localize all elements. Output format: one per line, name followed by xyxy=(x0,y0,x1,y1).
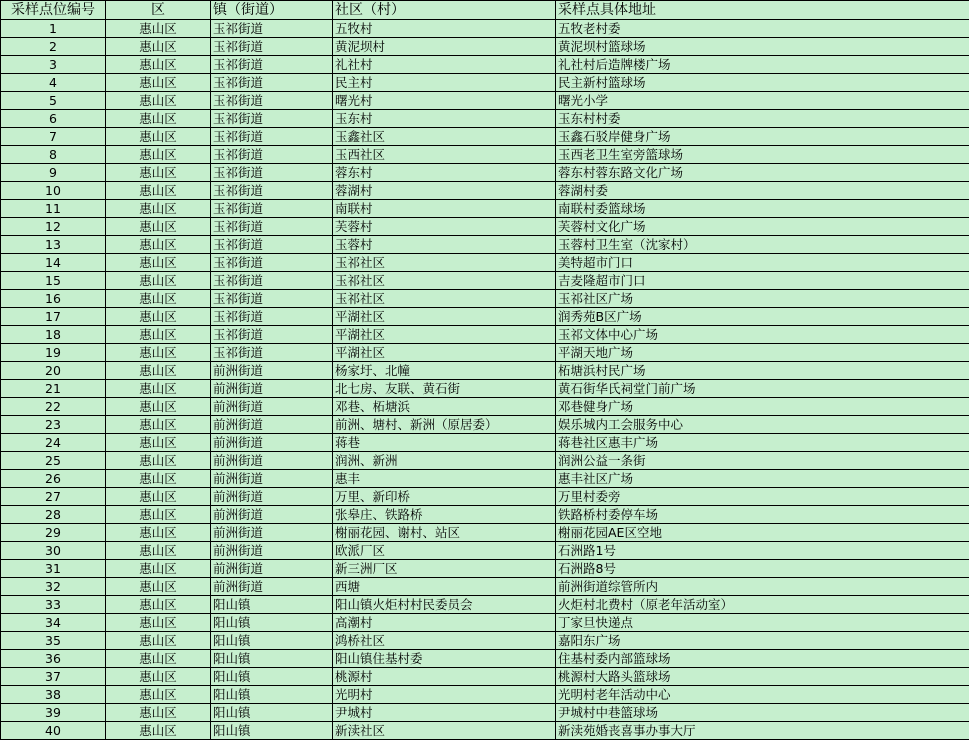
community-cell[interactable]: 阳山镇住基村委 xyxy=(333,650,556,668)
address-cell[interactable]: 光明村老年活动中心 xyxy=(556,686,969,704)
table-row xyxy=(1,38,969,56)
community-cell[interactable]: 鸿桥社区 xyxy=(333,632,556,650)
town-cell[interactable]: 前洲街道 xyxy=(211,362,333,380)
town-cell[interactable]: 玉祁街道 xyxy=(211,236,333,254)
address-cell[interactable]: 蒋巷社区惠丰广场 xyxy=(556,434,969,452)
town-cell[interactable]: 玉祁街道 xyxy=(211,218,333,236)
community-cell[interactable]: 张皋庄、铁路桥 xyxy=(333,506,556,524)
community-cell[interactable]: 新三洲厂区 xyxy=(333,560,556,578)
table-row xyxy=(1,668,969,686)
community-cell[interactable]: 阳山镇火炬村村民委员会 xyxy=(333,596,556,614)
address-cell[interactable]: 礼社村后造牌楼广场 xyxy=(556,56,969,74)
address-cell[interactable]: 住基村委内部篮球场 xyxy=(556,650,969,668)
header-sample-id[interactable]: 采样点位编号 xyxy=(1,1,106,20)
sample-id-cell[interactable]: 34 xyxy=(1,614,106,632)
table-row xyxy=(1,326,969,344)
town-cell[interactable]: 前洲街道 xyxy=(211,488,333,506)
sample-id-cell[interactable]: 28 xyxy=(1,506,106,524)
district-cell[interactable]: 惠山区 xyxy=(106,578,211,596)
table-row xyxy=(1,596,969,614)
table-row xyxy=(1,110,969,128)
community-cell[interactable]: 曙光村 xyxy=(333,92,556,110)
town-cell[interactable]: 前洲街道 xyxy=(211,524,333,542)
address-cell[interactable]: 桃源村大路头篮球场 xyxy=(556,668,969,686)
sample-id-cell[interactable]: 24 xyxy=(1,434,106,452)
community-cell[interactable]: 惠丰 xyxy=(333,470,556,488)
address-cell[interactable]: 美特超市门口 xyxy=(556,254,969,272)
district-cell[interactable]: 惠山区 xyxy=(106,434,211,452)
table-row xyxy=(1,578,969,596)
address-cell[interactable]: 润秀苑B区广场 xyxy=(556,308,969,326)
address-cell[interactable]: 万里村委旁 xyxy=(556,488,969,506)
district-cell[interactable]: 惠山区 xyxy=(106,56,211,74)
community-cell[interactable]: 光明村 xyxy=(333,686,556,704)
district-cell[interactable]: 惠山区 xyxy=(106,470,211,488)
town-cell[interactable]: 玉祁街道 xyxy=(211,128,333,146)
town-cell[interactable]: 阳山镇 xyxy=(211,614,333,632)
table-body xyxy=(1,20,969,740)
address-cell[interactable]: 邓巷健身广场 xyxy=(556,398,969,416)
community-cell[interactable]: 玉祁社区 xyxy=(333,254,556,272)
address-cell[interactable]: 平湖天地广场 xyxy=(556,344,969,362)
community-cell[interactable]: 蒋巷 xyxy=(333,434,556,452)
address-cell[interactable]: 蓉湖村委 xyxy=(556,182,969,200)
address-cell[interactable]: 丁家旦快递点 xyxy=(556,614,969,632)
community-cell[interactable]: 五牧村 xyxy=(333,20,556,38)
sample-id-cell[interactable]: 14 xyxy=(1,254,106,272)
sample-id-cell[interactable]: 18 xyxy=(1,326,106,344)
community-cell[interactable]: 西塘 xyxy=(333,578,556,596)
town-cell[interactable]: 玉祁街道 xyxy=(211,290,333,308)
address-cell[interactable]: 玉鑫石驳岸健身广场 xyxy=(556,128,969,146)
community-cell[interactable]: 玉蓉村 xyxy=(333,236,556,254)
sample-id-cell[interactable]: 8 xyxy=(1,146,106,164)
town-cell[interactable]: 前洲街道 xyxy=(211,506,333,524)
sample-id-cell[interactable]: 7 xyxy=(1,128,106,146)
district-cell[interactable]: 惠山区 xyxy=(106,344,211,362)
table-row xyxy=(1,704,969,722)
address-cell[interactable]: 惠丰社区广场 xyxy=(556,470,969,488)
header-town[interactable]: 镇（街道） xyxy=(211,1,333,20)
district-cell[interactable]: 惠山区 xyxy=(106,92,211,110)
district-cell[interactable]: 惠山区 xyxy=(106,326,211,344)
sample-id-cell[interactable]: 11 xyxy=(1,200,106,218)
town-cell[interactable]: 玉祁街道 xyxy=(211,182,333,200)
community-cell[interactable]: 蓉东村 xyxy=(333,164,556,182)
header-district[interactable]: 区 xyxy=(106,1,211,20)
address-cell[interactable]: 嘉阳东广场 xyxy=(556,632,969,650)
town-cell[interactable]: 阳山镇 xyxy=(211,668,333,686)
address-cell[interactable]: 石洲路8号 xyxy=(556,560,969,578)
community-cell[interactable]: 礼社村 xyxy=(333,56,556,74)
table-row xyxy=(1,146,969,164)
district-cell[interactable]: 惠山区 xyxy=(106,362,211,380)
sample-id-cell[interactable]: 16 xyxy=(1,290,106,308)
district-cell[interactable]: 惠山区 xyxy=(106,236,211,254)
community-cell[interactable]: 蓉湖村 xyxy=(333,182,556,200)
district-cell[interactable]: 惠山区 xyxy=(106,164,211,182)
address-cell[interactable]: 曙光小学 xyxy=(556,92,969,110)
community-cell[interactable]: 玉祁社区 xyxy=(333,290,556,308)
community-cell[interactable]: 邓巷、柘塘浜 xyxy=(333,398,556,416)
address-cell[interactable]: 铁路桥村委停车场 xyxy=(556,506,969,524)
district-cell[interactable]: 惠山区 xyxy=(106,128,211,146)
town-cell[interactable]: 玉祁街道 xyxy=(211,272,333,290)
district-cell[interactable]: 惠山区 xyxy=(106,416,211,434)
address-cell[interactable]: 玉东村村委 xyxy=(556,110,969,128)
community-cell[interactable]: 桃源村 xyxy=(333,668,556,686)
sample-id-cell[interactable]: 4 xyxy=(1,74,106,92)
sample-id-cell[interactable]: 15 xyxy=(1,272,106,290)
table-row xyxy=(1,200,969,218)
district-cell[interactable]: 惠山区 xyxy=(106,380,211,398)
town-cell[interactable]: 前洲街道 xyxy=(211,434,333,452)
town-cell[interactable]: 玉祁街道 xyxy=(211,200,333,218)
district-cell[interactable]: 惠山区 xyxy=(106,614,211,632)
address-cell[interactable]: 玉祁社区广场 xyxy=(556,290,969,308)
town-cell[interactable]: 玉祁街道 xyxy=(211,326,333,344)
sample-id-cell[interactable]: 27 xyxy=(1,488,106,506)
town-cell[interactable]: 玉祁街道 xyxy=(211,20,333,38)
header-address[interactable]: 采样点具体地址 xyxy=(556,1,969,20)
table-row xyxy=(1,254,969,272)
table-row xyxy=(1,686,969,704)
district-cell[interactable]: 惠山区 xyxy=(106,650,211,668)
table-row xyxy=(1,560,969,578)
table-row xyxy=(1,722,969,740)
table-row xyxy=(1,56,969,74)
community-cell[interactable]: 平湖社区 xyxy=(333,344,556,362)
sample-id-cell[interactable]: 35 xyxy=(1,632,106,650)
address-cell[interactable]: 蓉东村蓉东路文化广场 xyxy=(556,164,969,182)
table-row xyxy=(1,272,969,290)
sample-id-cell[interactable]: 20 xyxy=(1,362,106,380)
district-cell[interactable]: 惠山区 xyxy=(106,146,211,164)
town-cell[interactable]: 玉祁街道 xyxy=(211,38,333,56)
sample-id-cell[interactable]: 2 xyxy=(1,38,106,56)
district-cell[interactable]: 惠山区 xyxy=(106,200,211,218)
district-cell[interactable]: 惠山区 xyxy=(106,182,211,200)
address-cell[interactable]: 石洲路1号 xyxy=(556,542,969,560)
address-cell[interactable]: 南联村委篮球场 xyxy=(556,200,969,218)
town-cell[interactable]: 阳山镇 xyxy=(211,686,333,704)
district-cell[interactable]: 惠山区 xyxy=(106,722,211,740)
sample-id-cell[interactable]: 17 xyxy=(1,308,106,326)
district-cell[interactable]: 惠山区 xyxy=(106,632,211,650)
town-cell[interactable]: 玉祁街道 xyxy=(211,254,333,272)
town-cell[interactable]: 前洲街道 xyxy=(211,398,333,416)
town-cell[interactable]: 玉祁街道 xyxy=(211,164,333,182)
town-cell[interactable]: 玉祁街道 xyxy=(211,56,333,74)
town-cell[interactable]: 玉祁街道 xyxy=(211,146,333,164)
table-row xyxy=(1,542,969,560)
header-row xyxy=(1,1,969,20)
table-row xyxy=(1,650,969,668)
community-cell[interactable]: 玉东村 xyxy=(333,110,556,128)
sample-id-cell[interactable]: 31 xyxy=(1,560,106,578)
town-cell[interactable]: 玉祁街道 xyxy=(211,344,333,362)
table-row xyxy=(1,218,969,236)
sample-id-cell[interactable]: 32 xyxy=(1,578,106,596)
town-cell[interactable]: 前洲街道 xyxy=(211,542,333,560)
sample-id-cell[interactable]: 30 xyxy=(1,542,106,560)
sample-id-cell[interactable]: 25 xyxy=(1,452,106,470)
sample-id-cell[interactable]: 39 xyxy=(1,704,106,722)
town-cell[interactable]: 阳山镇 xyxy=(211,596,333,614)
sample-id-cell[interactable]: 1 xyxy=(1,20,106,38)
district-cell[interactable]: 惠山区 xyxy=(106,254,211,272)
sample-id-cell[interactable]: 38 xyxy=(1,686,106,704)
sample-id-cell[interactable]: 37 xyxy=(1,668,106,686)
district-cell[interactable]: 惠山区 xyxy=(106,524,211,542)
district-cell[interactable]: 惠山区 xyxy=(106,74,211,92)
table-row xyxy=(1,20,969,38)
sample-id-cell[interactable]: 26 xyxy=(1,470,106,488)
address-cell[interactable]: 前洲街道综管所内 xyxy=(556,578,969,596)
table-row xyxy=(1,398,969,416)
sample-id-cell[interactable]: 3 xyxy=(1,56,106,74)
district-cell[interactable]: 惠山区 xyxy=(106,38,211,56)
address-cell[interactable]: 柘塘浜村民广场 xyxy=(556,362,969,380)
community-cell[interactable]: 民主村 xyxy=(333,74,556,92)
community-cell[interactable]: 黄泥坝村 xyxy=(333,38,556,56)
district-cell[interactable]: 惠山区 xyxy=(106,506,211,524)
community-cell[interactable]: 尹城村 xyxy=(333,704,556,722)
district-cell[interactable]: 惠山区 xyxy=(106,20,211,38)
district-cell[interactable]: 惠山区 xyxy=(106,560,211,578)
district-cell[interactable]: 惠山区 xyxy=(106,686,211,704)
address-cell[interactable]: 润洲公益一条街 xyxy=(556,452,969,470)
community-cell[interactable]: 南联村 xyxy=(333,200,556,218)
community-cell[interactable]: 平湖社区 xyxy=(333,308,556,326)
community-cell[interactable]: 万里、新印桥 xyxy=(333,488,556,506)
community-cell[interactable]: 新渎社区 xyxy=(333,722,556,740)
table-row xyxy=(1,506,969,524)
address-cell[interactable]: 芙蓉村文化广场 xyxy=(556,218,969,236)
address-cell[interactable]: 玉祁文体中心广场 xyxy=(556,326,969,344)
address-cell[interactable]: 玉蓉村卫生室（沈家村） xyxy=(556,236,969,254)
town-cell[interactable]: 前洲街道 xyxy=(211,380,333,398)
town-cell[interactable]: 阳山镇 xyxy=(211,650,333,668)
table-row xyxy=(1,164,969,182)
address-cell[interactable]: 黄石街华氏祠堂门前广场 xyxy=(556,380,969,398)
table-row xyxy=(1,380,969,398)
district-cell[interactable]: 惠山区 xyxy=(106,308,211,326)
sample-id-cell[interactable]: 22 xyxy=(1,398,106,416)
district-cell[interactable]: 惠山区 xyxy=(106,218,211,236)
town-cell[interactable]: 前洲街道 xyxy=(211,578,333,596)
town-cell[interactable]: 玉祁街道 xyxy=(211,74,333,92)
sample-id-cell[interactable]: 36 xyxy=(1,650,106,668)
address-cell[interactable]: 民主新村篮球场 xyxy=(556,74,969,92)
address-cell[interactable]: 吉麦隆超市门口 xyxy=(556,272,969,290)
district-cell[interactable]: 惠山区 xyxy=(106,704,211,722)
community-cell[interactable]: 欧派厂区 xyxy=(333,542,556,560)
community-cell[interactable]: 前洲、塘村、新洲（原居委） xyxy=(333,416,556,434)
sample-id-cell[interactable]: 21 xyxy=(1,380,106,398)
sample-id-cell[interactable]: 33 xyxy=(1,596,106,614)
community-cell[interactable]: 北七房、友联、黄石街 xyxy=(333,380,556,398)
sample-id-cell[interactable]: 6 xyxy=(1,110,106,128)
town-cell[interactable]: 阳山镇 xyxy=(211,704,333,722)
sample-id-cell[interactable]: 9 xyxy=(1,164,106,182)
district-cell[interactable]: 惠山区 xyxy=(106,452,211,470)
town-cell[interactable]: 前洲街道 xyxy=(211,470,333,488)
table-row xyxy=(1,434,969,452)
town-cell[interactable]: 前洲街道 xyxy=(211,416,333,434)
town-cell[interactable]: 前洲街道 xyxy=(211,560,333,578)
address-cell[interactable]: 尹城村中巷篮球场 xyxy=(556,704,969,722)
community-cell[interactable]: 润洲、新洲 xyxy=(333,452,556,470)
community-cell[interactable]: 芙蓉村 xyxy=(333,218,556,236)
district-cell[interactable]: 惠山区 xyxy=(106,398,211,416)
community-cell[interactable]: 高潮村 xyxy=(333,614,556,632)
town-cell[interactable]: 玉祁街道 xyxy=(211,110,333,128)
table-row xyxy=(1,128,969,146)
community-cell[interactable]: 玉祁社区 xyxy=(333,272,556,290)
table-row xyxy=(1,344,969,362)
community-cell[interactable]: 平湖社区 xyxy=(333,326,556,344)
sample-id-cell[interactable]: 13 xyxy=(1,236,106,254)
community-cell[interactable]: 玉鑫社区 xyxy=(333,128,556,146)
address-cell[interactable]: 新渎苑婚丧喜事办事大厅 xyxy=(556,722,969,740)
table-row xyxy=(1,470,969,488)
district-cell[interactable]: 惠山区 xyxy=(106,290,211,308)
address-cell[interactable]: 黄泥坝村篮球场 xyxy=(556,38,969,56)
town-cell[interactable]: 阳山镇 xyxy=(211,632,333,650)
table-row xyxy=(1,524,969,542)
sample-id-cell[interactable]: 40 xyxy=(1,722,106,740)
table-row xyxy=(1,308,969,326)
table-row xyxy=(1,182,969,200)
table-row xyxy=(1,74,969,92)
table-row xyxy=(1,632,969,650)
sample-id-cell[interactable]: 5 xyxy=(1,92,106,110)
town-cell[interactable]: 玉祁街道 xyxy=(211,92,333,110)
district-cell[interactable]: 惠山区 xyxy=(106,272,211,290)
table-row xyxy=(1,290,969,308)
town-cell[interactable]: 前洲街道 xyxy=(211,452,333,470)
address-cell[interactable]: 娱乐城内工会服务中心 xyxy=(556,416,969,434)
address-cell[interactable]: 火炬村北费村（原老年活动室） xyxy=(556,596,969,614)
community-cell[interactable]: 玉西社区 xyxy=(333,146,556,164)
address-cell[interactable]: 榭丽花园AE区空地 xyxy=(556,524,969,542)
town-cell[interactable]: 阳山镇 xyxy=(211,722,333,740)
table-row xyxy=(1,362,969,380)
district-cell[interactable]: 惠山区 xyxy=(106,596,211,614)
sample-id-cell[interactable]: 10 xyxy=(1,182,106,200)
district-cell[interactable]: 惠山区 xyxy=(106,542,211,560)
address-cell[interactable]: 玉西老卫生室旁篮球场 xyxy=(556,146,969,164)
table-row xyxy=(1,92,969,110)
sample-id-cell[interactable]: 29 xyxy=(1,524,106,542)
district-cell[interactable]: 惠山区 xyxy=(106,110,211,128)
district-cell[interactable]: 惠山区 xyxy=(106,488,211,506)
header-community[interactable]: 社区（村） xyxy=(333,1,556,20)
table-row xyxy=(1,236,969,254)
table-row xyxy=(1,452,969,470)
district-cell[interactable]: 惠山区 xyxy=(106,668,211,686)
table-row xyxy=(1,488,969,506)
sample-id-cell[interactable]: 23 xyxy=(1,416,106,434)
table-row xyxy=(1,416,969,434)
sample-id-cell[interactable]: 12 xyxy=(1,218,106,236)
town-cell[interactable]: 玉祁街道 xyxy=(211,308,333,326)
address-cell[interactable]: 五牧老村委 xyxy=(556,20,969,38)
table-row xyxy=(1,614,969,632)
community-cell[interactable]: 杨家圩、北幢 xyxy=(333,362,556,380)
community-cell[interactable]: 榭丽花园、谢村、站区 xyxy=(333,524,556,542)
sample-id-cell[interactable]: 19 xyxy=(1,344,106,362)
